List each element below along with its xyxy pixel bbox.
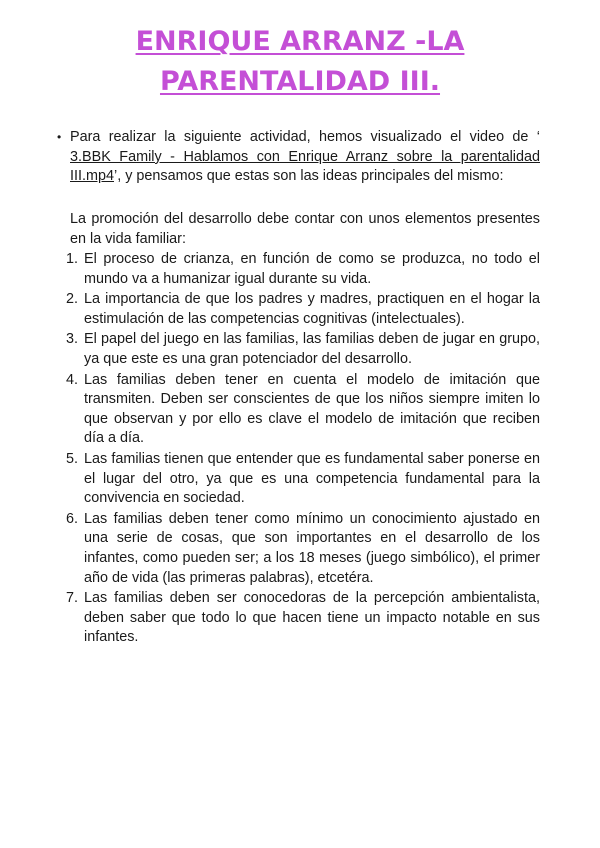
- list-item-number: 1.: [66, 251, 79, 267]
- list-item-text: Las familias deben tener como mínimo un conocimiento ajustado en una serie de cosas, que son importantes en el desarrollo de los infantes, como pueden ser; a los 18 meses (juego simbólico), el primer año de vida (las primeras palabras), etcetéra.: [84, 510, 540, 586]
- list-item-number: 3.: [66, 331, 79, 348]
- intro-paragraph: [60, 210, 540, 249]
- document-title: [0, 22, 600, 102]
- bullet-prefix: Para realizar la siguiente actividad, hemos visualizado el video de ‘: [70, 129, 540, 145]
- list-item: [66, 250, 540, 289]
- list-item-number: 2.: [66, 291, 79, 308]
- list-item: [66, 290, 540, 329]
- list-item: [66, 450, 540, 509]
- activity-bullet: [57, 128, 540, 187]
- list-item: [66, 510, 540, 588]
- title-line-1: ENRIQUE ARRANZ -LA: [135, 26, 465, 57]
- intro-text: La promoción del desarrollo debe contar con unos elementos presentes en la vida familiar:: [70, 211, 540, 247]
- list-item-number: 5.: [66, 450, 79, 467]
- bullet-dot-icon: •: [57, 130, 62, 144]
- list-item: [66, 589, 540, 648]
- title-line-2: PARENTALIDAD III.: [159, 66, 441, 97]
- bullet-suffix: ’, y pensamos que estas son las ideas principales del mismo:: [114, 168, 504, 185]
- ideas-list: [66, 250, 540, 649]
- list-item-text: La importancia de que los padres y madres, practiquen en el hogar la estimulación de las competencias cognitivas (intelectuales).: [84, 291, 540, 327]
- list-item: [66, 371, 540, 449]
- list-item: [66, 330, 540, 369]
- list-item-text: El papel del juego en las familias, las familias deben de jugar en grupo, ya que este es una gran potenciador del desarrollo.: [84, 331, 540, 367]
- list-item-number: 6.: [66, 510, 79, 527]
- video-title-link[interactable]: 3.BBK Family - Hablamos con Enrique Arranz sobre la parentalidad III.mp4: [70, 148, 540, 185]
- list-item-number: 4.: [66, 371, 79, 388]
- list-item-number: 7.: [66, 590, 79, 607]
- list-item-text: Las familias deben tener en cuenta el modelo de imitación que transmiten. Deben ser conscientes de que los niños siempre imiten lo que observan y por ello es clave el modelo de imitación que reciben día a día.: [84, 371, 540, 447]
- list-item-text: Las familias deben ser conocedoras de la percepción ambientalista, deben saber que todo lo que hacen tiene un impacto notable en sus infantes.: [84, 590, 540, 646]
- list-item-text: El proceso de crianza, en función de como se produzca, no todo el mundo va a humanizar igual durante su vida.: [84, 251, 540, 287]
- list-item-text: Las familias tienen que entender que es fundamental saber ponerse en el lugar del otro, ya que es una competencia fundamental para la convivencia en sociedad.: [84, 450, 540, 507]
